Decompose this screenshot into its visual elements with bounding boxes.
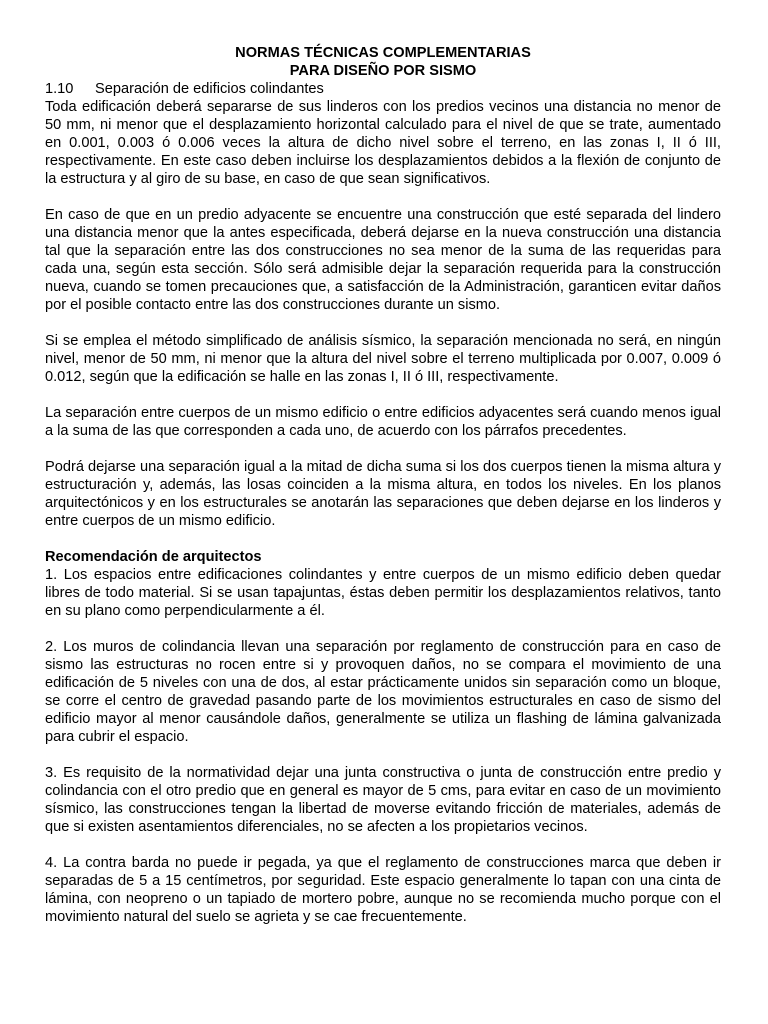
recommendation-item-1: 1. Los espacios entre edificaciones colindantes y entre cuerpos de un mismo edificio deben quedar libres de todo material. Si se usan tapajuntas, éstas deben permitir los desplazamientos relativos, tanto en su plano como perpendicularmente a él.: [45, 567, 721, 619]
document-page: [45, 44, 721, 944]
recommendation-item-4: 4. La contra barda no puede ir pegada, ya que el reglamento de construcciones marca que deben ir separadas de 5 a 15 centímetros, por seguridad. Este espacio generalmente lo tapan con una cinta de lámina, con neopreno o un tapiado de mortero pobre, aunque no se recomienda mucho porque con el movimiento natural del suelo se agrieta y se cae frecuentemente.: [45, 855, 721, 925]
section-number: 1.10: [45, 81, 74, 97]
paragraph-4: La separación entre cuerpos de un mismo edificio o entre edificios adyacentes será cuando menos igual a la suma de las que corresponden a cada uno, de acuerdo con los párrafos precedentes.: [45, 405, 721, 439]
paragraph-2: En caso de que en un predio adyacente se encuentre una construcción que esté separada del lindero una distancia menor que la antes especificada, deberá dejarse en la nueva construcción una distancia tal que la separación entre las dos construcciones no sea menor de la suma de las requeridas para cada una, según esta sección. Sólo será admisible dejar la separación requerida para la construcción nueva, cuando se tomen precauciones que, a satisfacción de la Administración, garanticen evitar daños por el posible contacto entre las dos construcciones durante un sismo.: [45, 207, 721, 313]
document-title-line-2: PARA DISEÑO POR SISMO: [289, 63, 477, 79]
paragraph-1: Toda edificación deberá separarse de sus linderos con los predios vecinos una distancia no menor de 50 mm, ni menor que el desplazamiento horizontal calculado para el nivel de que se trate, aumentado en 0.001, 0.003 ó 0.006 veces la altura de dicho nivel sobre el terreno, en las zonas I, II ó III, respectivamente. En este caso deben incluirse los desplazamientos debidos a la flexión de conjunto de la estructura y al giro de su base, en caso de que sean significativos.: [45, 99, 721, 187]
recommendations-heading: Recomendación de arquitectos: [45, 549, 262, 565]
recommendation-item-3: 3. Es requisito de la normatividad dejar una junta constructiva o junta de construcción entre predio y colindancia con el otro predio que en general es mayor de 5 cms, para evitar en caso de un movimiento sísmico, las construcciones tengan la libertad de moverse evitando fricción de materiales, además de que si existen asentamientos diferenciales, no se afecten a los propietarios vecinos.: [45, 765, 721, 835]
paragraph-3: Si se emplea el método simplificado de análisis sísmico, la separación mencionada no será, en ningún nivel, menor de 50 mm, ni menor que la altura del nivel sobre el terreno multiplicada por 0.007, 0.009 ó 0.012, según que la edificación se halle en las zonas I, II ó III, respectivamente.: [45, 333, 721, 385]
recommendation-item-2: 2. Los muros de colindancia llevan una separación por reglamento de construcción para en caso de sismo las estructuras no rocen entre si y provoquen daños, no se compara el movimiento de una edificación de 5 niveles con una de dos, al estar prácticamente unidos sin separación como un bloque, se corre el centro de gravedad pasando parte de los movimientos estructurales en caso de sismo del edificio mayor al menor causándole daños, generalmente se utiliza un flashing de lámina galvanizada para cubrir el espacio.: [45, 639, 721, 745]
section-heading: [45, 80, 721, 98]
paragraph-5: Podrá dejarse una separación igual a la mitad de dicha suma si los dos cuerpos tienen la misma altura y estructuración y, además, las losas coinciden a la misma altura, en todos los niveles. En los planos arquitectónicos y en los estructurales se anotarán las separaciones que deben dejarse en los linderos y entre cuerpos de un mismo edificio.: [45, 459, 721, 529]
section-title: Separación de edificios colindantes: [95, 81, 324, 97]
document-title-line-1: NORMAS TÉCNICAS COMPLEMENTARIAS: [235, 45, 531, 61]
